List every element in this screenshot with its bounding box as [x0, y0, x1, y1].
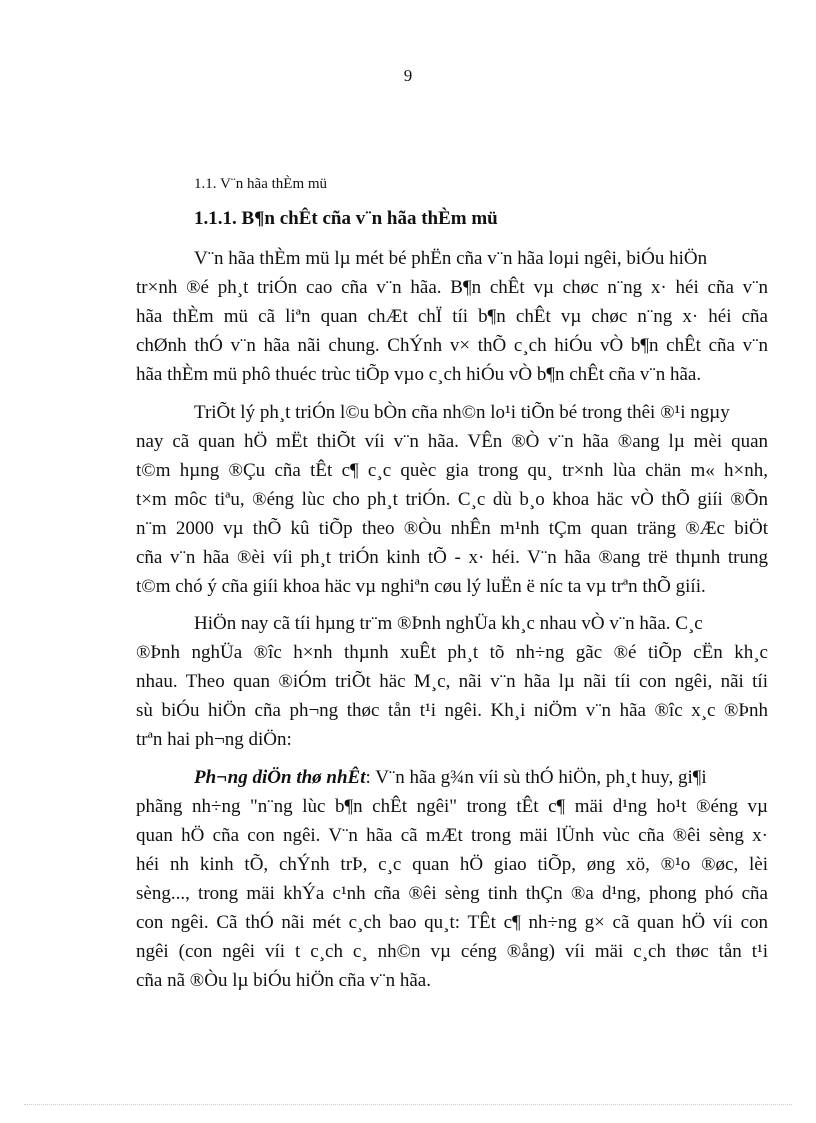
paragraph-line: nay cã quan hÖ mËt thiÕt víi v¨n hãa. VÊn ®Ò v¨n hãa ®ang lµ mèi quan	[136, 431, 768, 452]
paragraph-line: con ngêi. Cã thÓ nãi mét c¸ch bao qu¸t: TÊt c¶ nh÷ng g× cã quan hÖ víi con	[136, 912, 768, 933]
paragraph-line: sèng..., trong mäi khÝa c¹nh cña ®êi sèng tinh thÇn ®a d¹ng, phong phó cña	[136, 883, 768, 904]
paragraph-line: cña v¨n hãa ®èi víi ph¸t triÓn kinh tÕ - x· héi. V¨n hãa ®ang trë thµnh trung	[136, 547, 768, 568]
paragraph-line: hãa thÈm mü phô thuéc trùc tiÕp vµo c¸ch hiÓu vÒ b¶n chÊt cña v¨n hãa.	[136, 364, 702, 385]
paragraph-3	[136, 609, 768, 754]
paragraph-line: chØnh thÓ v¨n hãa nãi chung. ChÝnh v× thÕ c¸ch hiÓu vÒ b¶n chÊt cña v¨n	[136, 335, 768, 356]
paragraph-line	[136, 763, 768, 792]
paragraph-line: tr×nh ®é ph¸t triÓn cao cña v¨n hãa. B¶n chÊt vµ chøc n¨ng x· héi cña v¨n	[136, 277, 768, 298]
paragraph-line: quan hÖ cña con ngêi. V¨n hãa cã mÆt trong mäi lÜnh vùc cña ®êi sèng x·	[136, 825, 768, 846]
paragraph-line: n¨m 2000 vµ thÕ kû tiÕp theo ®Òu nhÊn m¹nh tÇm quan träng ®Æc biÖt	[136, 518, 768, 539]
paragraph-2	[136, 398, 768, 601]
paragraph-line: t©m chó ý cña giíi khoa häc vµ nghiªn cøu lý luËn ë níc ta vµ trªn thÕ giíi.	[136, 576, 706, 597]
lead-term: Ph¬ng diÖn thø nhÊt	[194, 767, 366, 788]
paragraph-line: nhau. Theo quan ®iÓm triÕt häc M¸c, nãi v¨n hãa lµ nãi tíi con ngêi, nãi tíi	[136, 671, 768, 692]
paragraph-line: HiÖn nay cã tíi hµng tr¨m ®Þnh nghÜa kh¸c nhau vÒ v¨n hãa. C¸c	[194, 613, 703, 634]
page-number: 9	[403, 66, 413, 85]
subsection-heading: 1.1.1. B¶n chÊt cña v¨n hãa thÈm mü	[194, 208, 498, 229]
paragraph-line: trªn hai ph¬ng diÖn:	[136, 729, 292, 750]
paragraph-1	[136, 244, 768, 389]
paragraph-line: hãa thÈm mü cã liªn quan chÆt chÏ tíi b¶n chÊt vµ chøc n¨ng x· héi cña	[136, 306, 768, 327]
paragraph-line: héi nh kinh tÕ, chÝnh trÞ, c¸c quan hÖ giao tiÕp, øng xö, ®¹o ®øc, lèi	[136, 854, 768, 875]
lead-continuation: : V¨n hãa g¾n víi sù thÓ hiÖn, ph¸t huy, gi¶i	[365, 767, 707, 788]
paragraph-line: phãng nh÷ng "n¨ng lùc b¶n chÊt ngêi" trong tÊt c¶ mäi d¹ng ho¹t ®éng vµ	[136, 796, 768, 817]
page-bottom-rule	[24, 1104, 792, 1105]
paragraph-line: V¨n hãa thÈm mü lµ mét bé phËn cña v¨n hãa loµi ngêi, biÓu hiÖn	[194, 248, 708, 269]
paragraph-line: cña nã ®Òu lµ biÓu hiÖn cña v¨n hãa.	[136, 970, 431, 991]
paragraph-line: t©m hµng ®Çu cña tÊt c¶ c¸c quèc gia trong qu¸ tr×nh lùa chän m« h×nh,	[136, 460, 768, 481]
paragraph-line: TriÕt lý ph¸t triÓn l©u bÒn cña nh©n lo¹i tiÕn bé trong thêi ®¹i ngµy	[194, 402, 730, 423]
paragraph-4	[136, 763, 768, 995]
paragraph-line: ngêi (con ngêi víi t c¸ch c¸ nh©n vµ céng ®ång) víi mäi c¸ch thøc tån t¹i	[136, 941, 768, 962]
section-heading: 1.1. V¨n hãa thÈm mü	[194, 176, 328, 192]
paragraph-line: t×m môc tiªu, ®éng lùc cho ph¸t triÓn. C¸c dù b¸o khoa häc vÒ thÕ giíi ®Õn	[136, 489, 768, 510]
paragraph-line: ®Þnh nghÜa ®îc h×nh thµnh xuÊt ph¸t tõ nh÷ng gãc ®é tiÕp cËn kh¸c	[136, 642, 768, 663]
paragraph-line: sù biÓu hiÖn cña ph¬ng thøc tån t¹i ngêi. Kh¸i niÖm v¨n hãa ®îc x¸c ®Þnh	[136, 700, 768, 721]
